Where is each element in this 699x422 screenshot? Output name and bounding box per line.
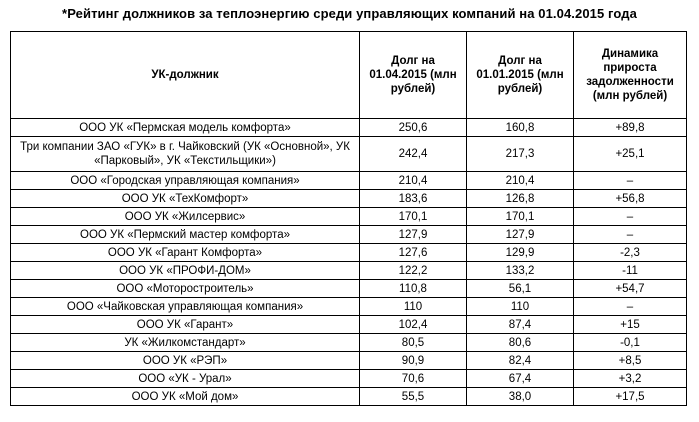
debt-apr-cell: 110 (360, 298, 467, 316)
table-row (11, 280, 687, 298)
dynamics-cell: -0,1 (574, 334, 687, 352)
dynamics-cell: +8,5 (574, 352, 687, 370)
dynamics-cell: – (574, 298, 687, 316)
table-row (11, 352, 687, 370)
debtor-name-cell: УК «Жилкомстандарт» (11, 334, 360, 352)
debt-apr-cell: 70,6 (360, 370, 467, 388)
debt-jan-cell: 126,8 (467, 190, 574, 208)
table-row (11, 190, 687, 208)
debt-jan-cell: 127,9 (467, 226, 574, 244)
debt-jan-cell: 56,1 (467, 280, 574, 298)
header-dynamics: Динамика прироста задолженности (млн рублей) (574, 32, 687, 119)
debt-apr-cell: 102,4 (360, 316, 467, 334)
dynamics-cell: -2,3 (574, 244, 687, 262)
debt-jan-cell: 217,3 (467, 137, 574, 172)
debtor-name-cell: ООО УК «Пермская модель комфорта» (11, 119, 360, 137)
header-debtor: УК-должник (11, 32, 360, 119)
debtor-name-cell: ООО УК «Мой дом» (11, 388, 360, 406)
debt-jan-cell: 160,8 (467, 119, 574, 137)
debt-apr-cell: 127,6 (360, 244, 467, 262)
table-row (11, 119, 687, 137)
debt-jan-cell: 133,2 (467, 262, 574, 280)
table-row (11, 388, 687, 406)
debtor-name-cell: ООО УК «Гарант» (11, 316, 360, 334)
dynamics-cell: – (574, 226, 687, 244)
debt-jan-cell: 210,4 (467, 172, 574, 190)
dynamics-cell: -11 (574, 262, 687, 280)
dynamics-cell: +15 (574, 316, 687, 334)
debtor-name-cell: ООО УК «Пермский мастер комфорта» (11, 226, 360, 244)
debt-jan-cell: 129,9 (467, 244, 574, 262)
debt-apr-cell: 80,5 (360, 334, 467, 352)
debt-jan-cell: 67,4 (467, 370, 574, 388)
debt-jan-cell: 80,6 (467, 334, 574, 352)
debtor-name-cell: ООО УК «Гарант Комфорта» (11, 244, 360, 262)
dynamics-cell: +25,1 (574, 137, 687, 172)
debtor-name-cell: Три компании ЗАО «ГУК» в г. Чайковский (УК «Основной», УК «Парковый», УК «Текстильщики») (11, 137, 360, 172)
debt-apr-cell: 122,2 (360, 262, 467, 280)
debt-apr-cell: 170,1 (360, 208, 467, 226)
document-title: *Рейтинг должников за теплоэнергию среди управляющих компаний на 01.04.2015 года (62, 6, 637, 21)
header-debt-jan: Долг на 01.01.2015 (млн рублей) (467, 32, 574, 119)
debt-jan-cell: 170,1 (467, 208, 574, 226)
table-header-row (11, 32, 687, 119)
table-row (11, 208, 687, 226)
table-row (11, 226, 687, 244)
debt-jan-cell: 87,4 (467, 316, 574, 334)
debt-apr-cell: 90,9 (360, 352, 467, 370)
debt-apr-cell: 250,6 (360, 119, 467, 137)
debtor-name-cell: ООО УК «ТехКомфорт» (11, 190, 360, 208)
debtor-name-cell: ООО «УК - Урал» (11, 370, 360, 388)
debt-apr-cell: 110,8 (360, 280, 467, 298)
debt-jan-cell: 38,0 (467, 388, 574, 406)
debtor-name-cell: ООО УК «ПРОФИ-ДОМ» (11, 262, 360, 280)
table-row (11, 370, 687, 388)
header-debt-apr: Долг на 01.04.2015 (млн рублей) (360, 32, 467, 119)
debtor-name-cell: ООО УК «РЭП» (11, 352, 360, 370)
dynamics-cell: +17,5 (574, 388, 687, 406)
table-row (11, 172, 687, 190)
debtor-name-cell: ООО «Моторостроитель» (11, 280, 360, 298)
debtor-name-cell: ООО «Чайковская управляющая компания» (11, 298, 360, 316)
table-row (11, 244, 687, 262)
debt-apr-cell: 127,9 (360, 226, 467, 244)
debt-jan-cell: 82,4 (467, 352, 574, 370)
debt-apr-cell: 242,4 (360, 137, 467, 172)
table-row (11, 316, 687, 334)
debt-jan-cell: 110 (467, 298, 574, 316)
debt-apr-cell: 55,5 (360, 388, 467, 406)
table-body (11, 119, 687, 406)
dynamics-cell: +3,2 (574, 370, 687, 388)
dynamics-cell: +56,8 (574, 190, 687, 208)
dynamics-cell: +89,8 (574, 119, 687, 137)
debtor-name-cell: ООО УК «Жилсервис» (11, 208, 360, 226)
dynamics-cell: – (574, 208, 687, 226)
dynamics-cell: – (574, 172, 687, 190)
debt-rating-table (10, 31, 687, 406)
table-row (11, 137, 687, 172)
debt-apr-cell: 210,4 (360, 172, 467, 190)
table-row (11, 262, 687, 280)
dynamics-cell: +54,7 (574, 280, 687, 298)
table-row (11, 334, 687, 352)
debtor-name-cell: ООО «Городская управляющая компания» (11, 172, 360, 190)
table-row (11, 298, 687, 316)
debt-apr-cell: 183,6 (360, 190, 467, 208)
